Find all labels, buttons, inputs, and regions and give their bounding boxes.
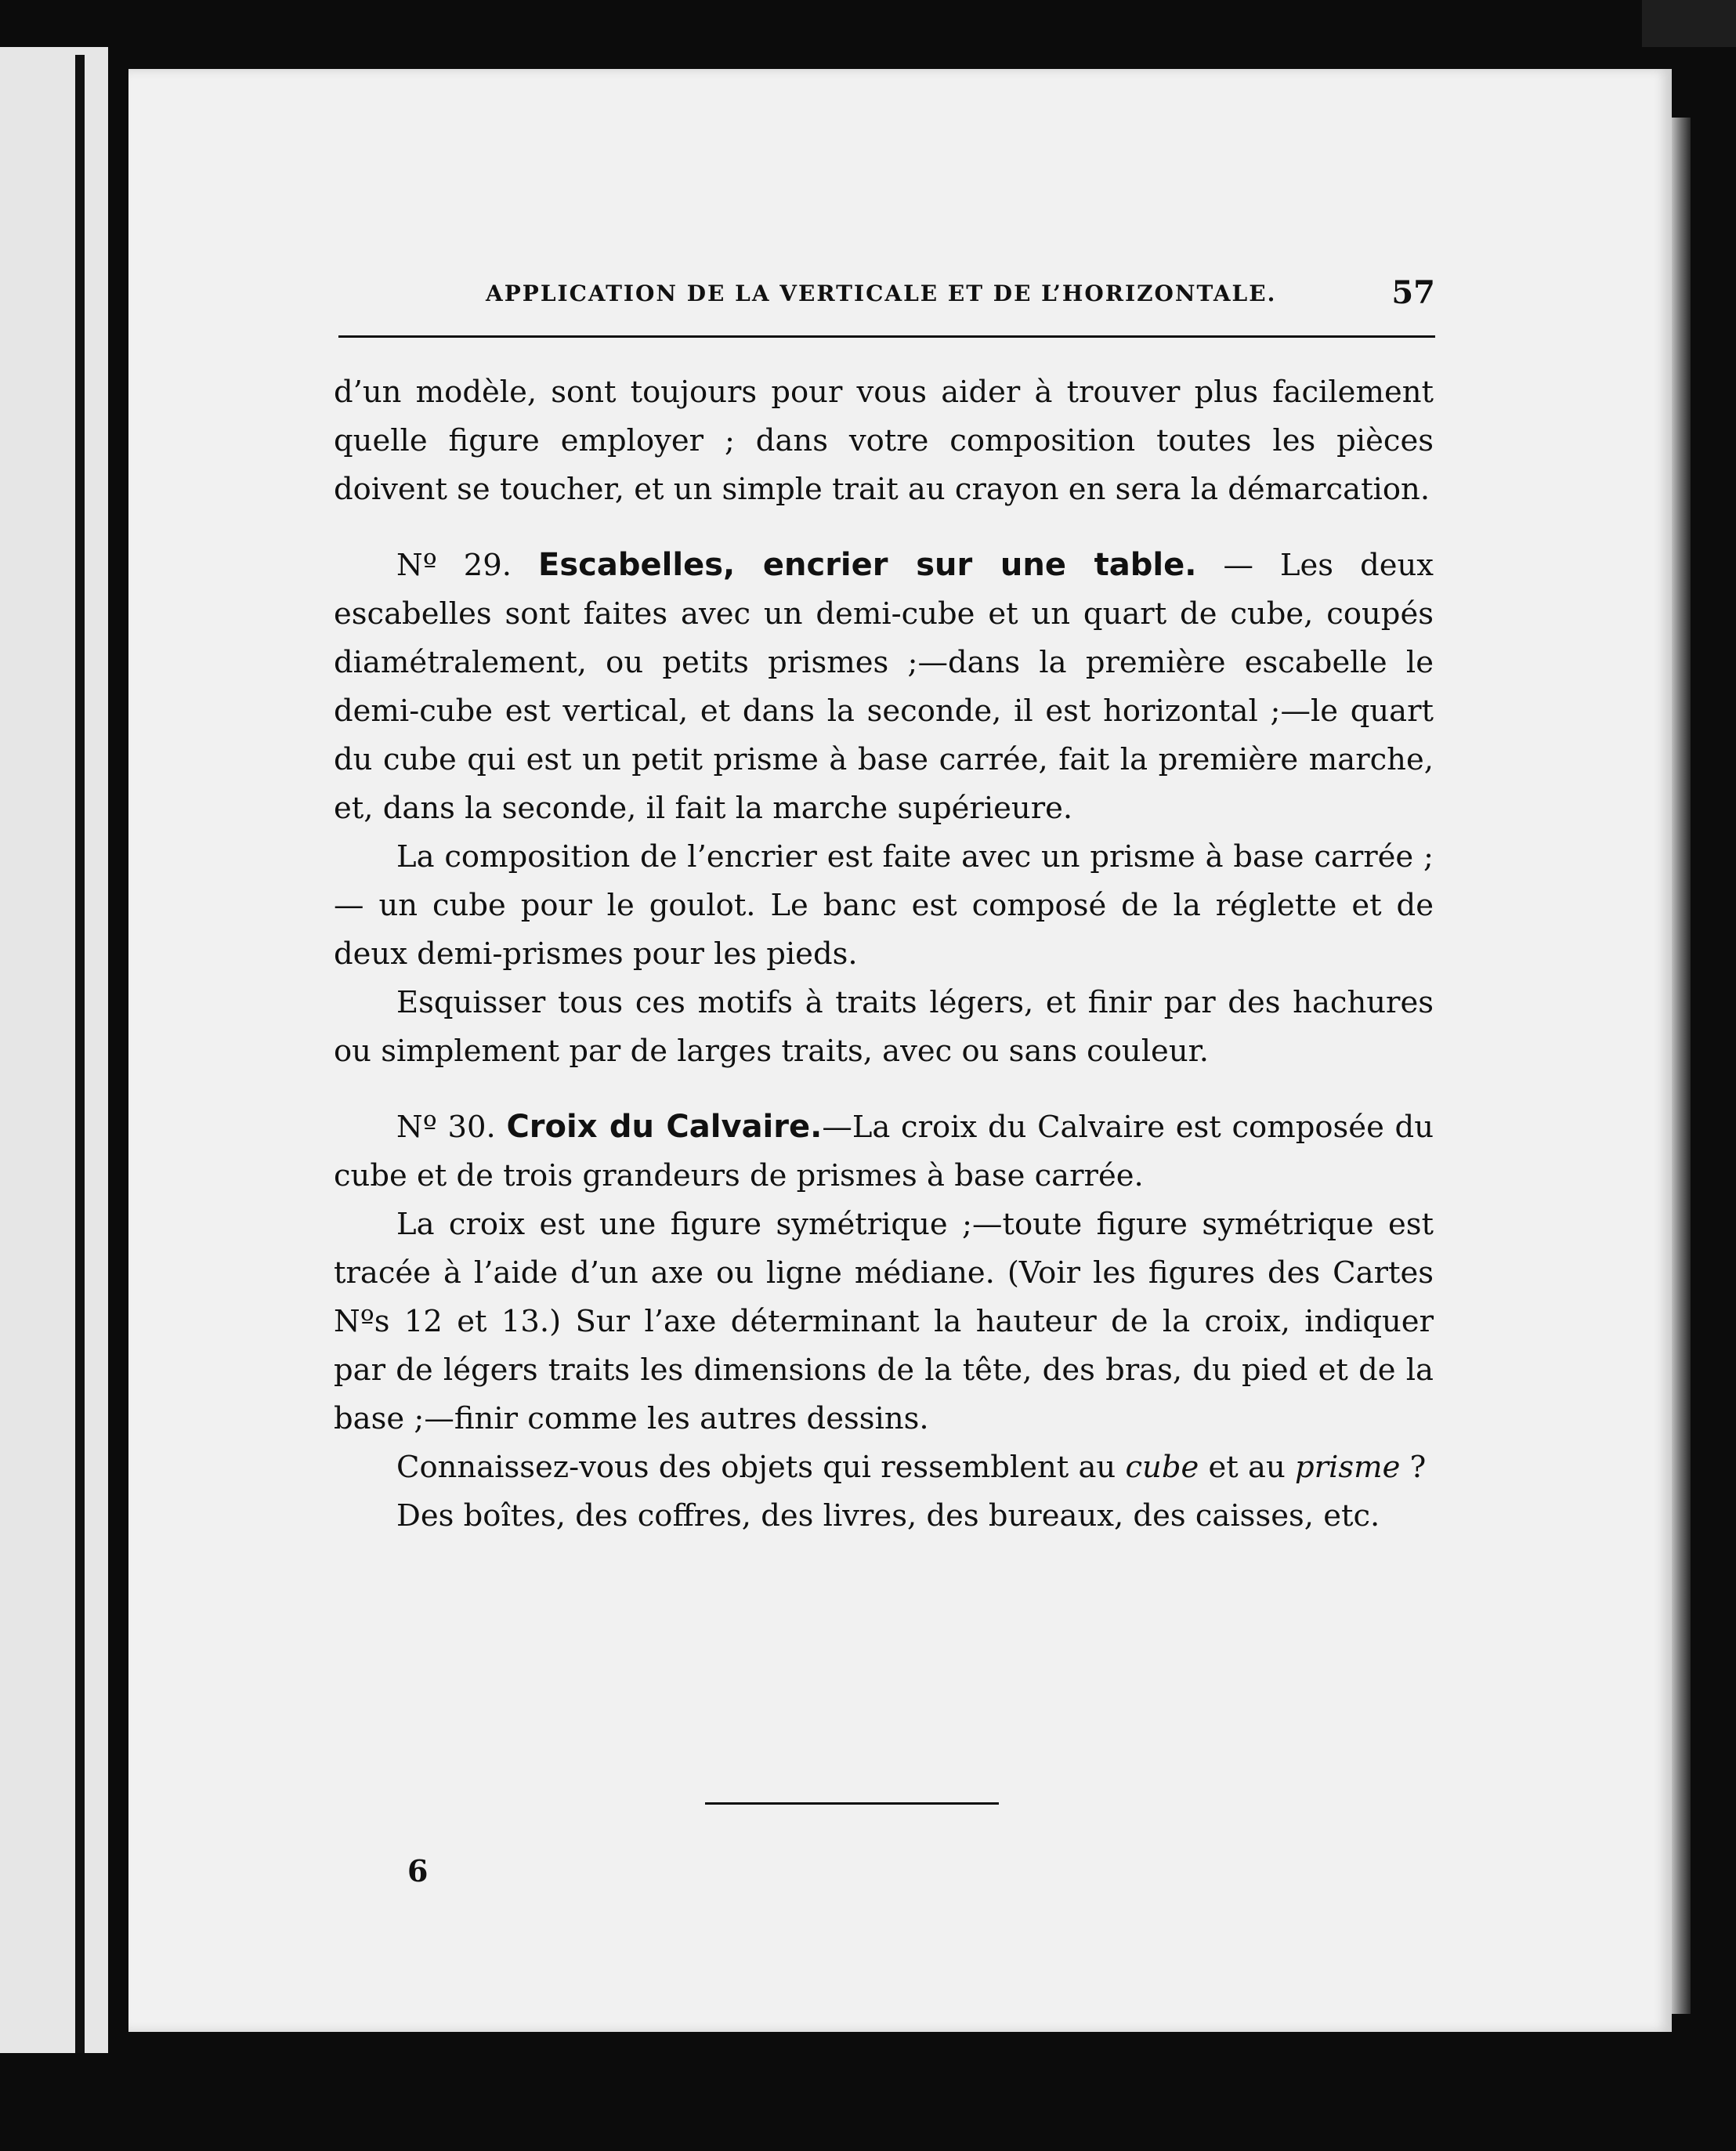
- running-head: APPLICATION DE LA VERTICALE ET DE L’HORIZONTALE.: [486, 281, 1277, 306]
- section-30: [334, 1103, 1434, 1200]
- paragraph-text: ?: [1400, 1450, 1427, 1485]
- paragraph-text: Esquisser tous ces motifs à traits légers, et finir par des hachures ou simplement par de larges traits, avec ou sans couleur.: [334, 985, 1434, 1069]
- paragraph-text: — Les deux escabelles sont faites avec un demi-cube et un quart de cube, coupés diamétralement, ou petits prismes ;—dans la première escabelle le demi-cube est vertical, et dans la seconde, il est horizontal ;—le quart du cube qui est un petit prisme à base carrée, fait la première marche, et, dans la seconde, il fait la marche supérieure.: [334, 548, 1434, 826]
- paragraph-text: et au: [1199, 1450, 1295, 1485]
- section-number: Nº 29.: [396, 548, 512, 583]
- paragraph-encrier: [334, 833, 1434, 979]
- section-number: Nº 30.: [396, 1110, 496, 1145]
- page-header: [338, 274, 1435, 321]
- section-29: [334, 541, 1434, 833]
- answer-paragraph: [334, 1492, 1434, 1541]
- body-text: [334, 368, 1434, 1541]
- section-title: Escabelles, encrier sur une table.: [538, 547, 1197, 583]
- section-title: Croix du Calvaire.: [506, 1109, 823, 1145]
- italic-word-cube: cube: [1125, 1450, 1199, 1485]
- paragraph-text: Connaissez-vous des objets qui ressemblent au: [396, 1450, 1126, 1485]
- paragraph-continuation: [334, 368, 1434, 514]
- end-rule: [705, 1802, 999, 1805]
- facing-page-strip: [0, 47, 108, 2053]
- paragraph-text: d’un modèle, sont toujours pour vous aider à trouver plus facilement quelle figure employer ; dans votre composition toutes les pièces doivent se toucher, et un simple trait au crayon en sera la démarcation.: [334, 375, 1434, 507]
- question-paragraph: [334, 1443, 1434, 1492]
- page-number: 57: [1391, 274, 1435, 311]
- paragraph-text: —La croix du Calvaire est composée du cube et de trois grandeurs de prismes à base carrée.: [334, 1110, 1434, 1193]
- signature-mark: 6: [407, 1853, 429, 1888]
- paragraph-symetrique: [334, 1200, 1434, 1443]
- paragraph-text: Des boîtes, des coffres, des livres, des bureaux, des caisses, etc.: [396, 1498, 1380, 1534]
- book-spine: [75, 55, 85, 2053]
- header-rule: [338, 335, 1435, 338]
- paragraph-esquisser: [334, 979, 1434, 1076]
- paragraph-text: La composition de l’encrier est faite avec un prisme à base carrée ; — un cube pour le goulot. Le banc est composé de la réglette et de deux demi-prismes pour les pieds.: [334, 839, 1434, 972]
- page-edge-shadow: [1672, 118, 1691, 2014]
- scan-dark-corner: [1642, 0, 1736, 47]
- paragraph-text: La croix est une figure symétrique ;—toute figure symétrique est tracée à l’aide d’un axe ou ligne médiane. (Voir les figures des Cartes Nºs 12 et 13.) Sur l’axe déterminant la hauteur de la croix, indiquer par de légers traits les dimensions de la tête, des bras, du pied et de la base ;—finir comme les autres dessins.: [334, 1207, 1434, 1436]
- italic-word-prisme: prisme: [1294, 1450, 1401, 1485]
